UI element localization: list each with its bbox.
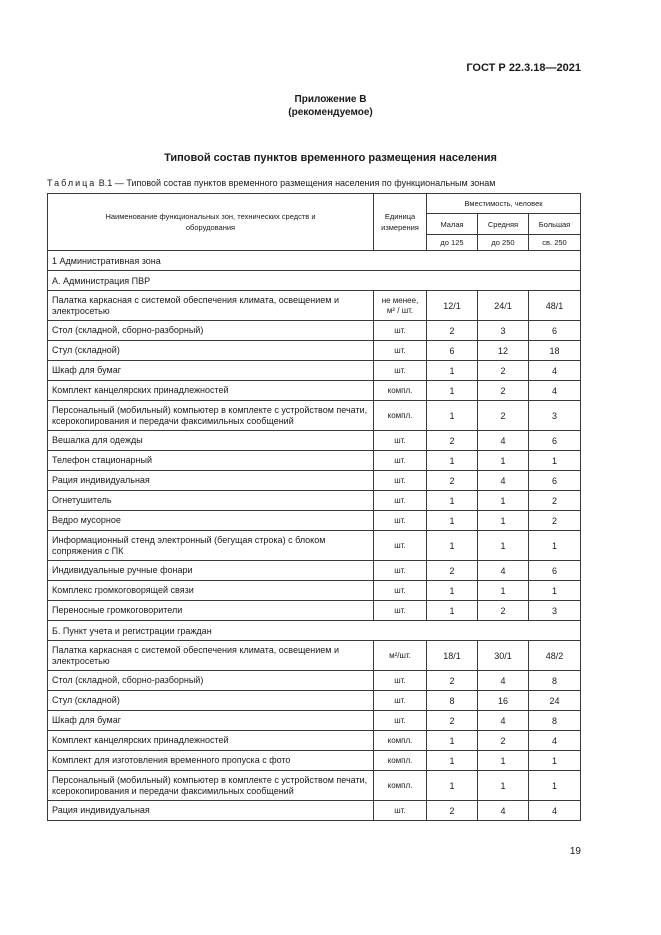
table-row: [48, 581, 581, 601]
header-name: Наименование функциональных зон, технических средств и оборудования: [48, 194, 374, 251]
table-body: [48, 251, 581, 821]
item-name: Стул (складной): [48, 341, 374, 361]
qty-small: 2: [427, 711, 478, 731]
qty-medium: 4: [478, 471, 529, 491]
table-row: [48, 291, 581, 321]
item-unit: компл.: [374, 731, 427, 751]
qty-small: 2: [427, 561, 478, 581]
qty-large: 48/1: [529, 291, 581, 321]
qty-medium: 2: [478, 361, 529, 381]
table-row: [48, 601, 581, 621]
table-row: [48, 361, 581, 381]
item-name: Комплект канцелярских принадлежностей: [48, 731, 374, 751]
item-unit: шт.: [374, 711, 427, 731]
appendix-title: Приложение В: [294, 94, 367, 105]
qty-medium: 1: [478, 771, 529, 801]
qty-large: 1: [529, 581, 581, 601]
qty-large: 6: [529, 471, 581, 491]
table-row: [48, 771, 581, 801]
standard-number: ГОСТ Р 22.3.18—2021: [466, 62, 581, 74]
qty-medium: 1: [478, 491, 529, 511]
appendix-note: (рекомендуемое): [288, 107, 373, 118]
qty-medium: 4: [478, 431, 529, 451]
item-unit: компл.: [374, 751, 427, 771]
qty-large: 6: [529, 431, 581, 451]
qty-small: 1: [427, 401, 478, 431]
table-row: [48, 381, 581, 401]
section-row: [48, 251, 581, 271]
item-unit: шт.: [374, 691, 427, 711]
item-unit: не менее, м² / шт.: [374, 291, 427, 321]
table-row: [48, 451, 581, 471]
qty-large: 2: [529, 511, 581, 531]
item-unit: компл.: [374, 771, 427, 801]
qty-small: 1: [427, 731, 478, 751]
section-row: [48, 621, 581, 641]
item-name: Ведро мусорное: [48, 511, 374, 531]
qty-small: 12/1: [427, 291, 478, 321]
item-unit: компл.: [374, 401, 427, 431]
item-unit: шт.: [374, 341, 427, 361]
qty-small: 2: [427, 471, 478, 491]
table-row: [48, 561, 581, 581]
qty-large: 8: [529, 711, 581, 731]
item-unit: шт.: [374, 471, 427, 491]
qty-medium: 4: [478, 801, 529, 821]
item-name: Огнетушитель: [48, 491, 374, 511]
item-unit: шт.: [374, 451, 427, 471]
item-name: Персональный (мобильный) компьютер в комплекте с устройством печати, ксерокопирования и передачи факсимильных сообщений: [48, 401, 374, 431]
qty-small: 1: [427, 451, 478, 471]
table-row: [48, 341, 581, 361]
qty-large: 8: [529, 671, 581, 691]
qty-small: 1: [427, 381, 478, 401]
qty-medium: 1: [478, 451, 529, 471]
qty-small: 1: [427, 511, 478, 531]
section-title: 1 Административная зона: [48, 251, 581, 271]
qty-medium: 2: [478, 381, 529, 401]
qty-large: 1: [529, 771, 581, 801]
table-row: [48, 531, 581, 561]
item-name: Шкаф для бумаг: [48, 361, 374, 381]
item-name: Информационный стенд электронный (бегущая строка) с блоком сопряжения с ПК: [48, 531, 374, 561]
qty-medium: 24/1: [478, 291, 529, 321]
qty-small: 2: [427, 321, 478, 341]
item-unit: шт.: [374, 321, 427, 341]
item-name: Телефон стационарный: [48, 451, 374, 471]
qty-small: 2: [427, 431, 478, 451]
qty-medium: 12: [478, 341, 529, 361]
qty-large: 6: [529, 561, 581, 581]
qty-medium: 2: [478, 601, 529, 621]
header-capacity: Вместимость, человек: [427, 194, 581, 214]
page-number: 19: [569, 846, 581, 857]
table-row: [48, 731, 581, 751]
item-unit: м²/шт.: [374, 641, 427, 671]
qty-small: 1: [427, 531, 478, 561]
item-name: Комплект канцелярских принадлежностей: [48, 381, 374, 401]
qty-medium: 3: [478, 321, 529, 341]
item-unit: компл.: [374, 381, 427, 401]
table-row: [48, 671, 581, 691]
table-row: [48, 511, 581, 531]
item-unit: шт.: [374, 601, 427, 621]
header-large: Большая: [529, 214, 581, 235]
qty-small: 1: [427, 491, 478, 511]
item-unit: шт.: [374, 361, 427, 381]
table-row: [48, 711, 581, 731]
section-title: Б. Пункт учета и регистрации граждан: [48, 621, 581, 641]
qty-medium: 1: [478, 751, 529, 771]
appendix-heading: [0, 93, 661, 119]
item-name: Рация индивидуальная: [48, 801, 374, 821]
caption-text: — Типовой состав пунктов временного размещения населения по функциональным зонам: [112, 178, 496, 188]
header-medium: Средняя: [478, 214, 529, 235]
item-name: Персональный (мобильный) компьютер в комплекте с устройством печати, ксерокопирования и передачи факсимильных сообщений: [48, 771, 374, 801]
qty-medium: 4: [478, 561, 529, 581]
table-row: [48, 801, 581, 821]
qty-small: 1: [427, 361, 478, 381]
qty-medium: 1: [478, 531, 529, 561]
qty-large: 4: [529, 361, 581, 381]
qty-large: 3: [529, 401, 581, 431]
qty-small: 1: [427, 601, 478, 621]
qty-medium: 2: [478, 401, 529, 431]
qty-medium: 2: [478, 731, 529, 751]
header-medium-range: до 250: [478, 235, 529, 251]
table-row: [48, 431, 581, 451]
qty-small: 6: [427, 341, 478, 361]
qty-medium: 30/1: [478, 641, 529, 671]
table-row: [48, 321, 581, 341]
qty-large: 1: [529, 531, 581, 561]
table-row: [48, 471, 581, 491]
item-unit: шт.: [374, 581, 427, 601]
qty-large: 6: [529, 321, 581, 341]
qty-large: 1: [529, 751, 581, 771]
qty-large: 18: [529, 341, 581, 361]
table-row: [48, 491, 581, 511]
item-name: Шкаф для бумаг: [48, 711, 374, 731]
item-unit: шт.: [374, 671, 427, 691]
table-caption: [47, 178, 495, 188]
item-name: Комплект для изготовления временного пропуска с фото: [48, 751, 374, 771]
item-unit: шт.: [374, 531, 427, 561]
item-name: Палатка каркасная с системой обеспечения климата, освещением и электросетью: [48, 291, 374, 321]
item-name: Переносные громкоговорители: [48, 601, 374, 621]
qty-small: 18/1: [427, 641, 478, 671]
item-name: Индивидуальные ручные фонари: [48, 561, 374, 581]
item-name: Стул (складной): [48, 691, 374, 711]
qty-medium: 16: [478, 691, 529, 711]
qty-large: 3: [529, 601, 581, 621]
qty-small: 1: [427, 751, 478, 771]
item-name: Вешалка для одежды: [48, 431, 374, 451]
qty-small: 2: [427, 671, 478, 691]
header-unit: Единица измерения: [374, 194, 427, 251]
header-small: Малая: [427, 214, 478, 235]
qty-medium: 1: [478, 581, 529, 601]
header-small-range: до 125: [427, 235, 478, 251]
item-name: Палатка каркасная с системой обеспечения климата, освещением и электросетью: [48, 641, 374, 671]
qty-medium: 4: [478, 711, 529, 731]
qty-medium: 4: [478, 671, 529, 691]
qty-large: 1: [529, 451, 581, 471]
composition-table: [47, 193, 581, 821]
qty-large: 48/2: [529, 641, 581, 671]
item-unit: шт.: [374, 801, 427, 821]
caption-number: В.1: [96, 178, 113, 188]
qty-large: 4: [529, 731, 581, 751]
item-unit: шт.: [374, 561, 427, 581]
qty-small: 2: [427, 801, 478, 821]
item-name: Стол (складной, сборно-разборный): [48, 671, 374, 691]
section-title: А. Администрация ПВР: [48, 271, 581, 291]
table-row: [48, 691, 581, 711]
table-row: [48, 641, 581, 671]
section-row: [48, 271, 581, 291]
item-unit: шт.: [374, 511, 427, 531]
item-name: Рация индивидуальная: [48, 471, 374, 491]
qty-small: 8: [427, 691, 478, 711]
document-title: Типовой состав пунктов временного размещения населения: [164, 152, 497, 164]
table-row: [48, 751, 581, 771]
table-header: [48, 194, 581, 251]
qty-large: 24: [529, 691, 581, 711]
item-name: Стол (складной, сборно-разборный): [48, 321, 374, 341]
item-unit: шт.: [374, 431, 427, 451]
caption-label: Таблица: [47, 178, 97, 188]
qty-large: 4: [529, 801, 581, 821]
qty-large: 4: [529, 381, 581, 401]
table-row: [48, 401, 581, 431]
item-unit: шт.: [374, 491, 427, 511]
qty-small: 1: [427, 771, 478, 801]
qty-large: 2: [529, 491, 581, 511]
item-name: Комплекс громкоговорящей связи: [48, 581, 374, 601]
header-large-range: св. 250: [529, 235, 581, 251]
qty-small: 1: [427, 581, 478, 601]
qty-medium: 1: [478, 511, 529, 531]
